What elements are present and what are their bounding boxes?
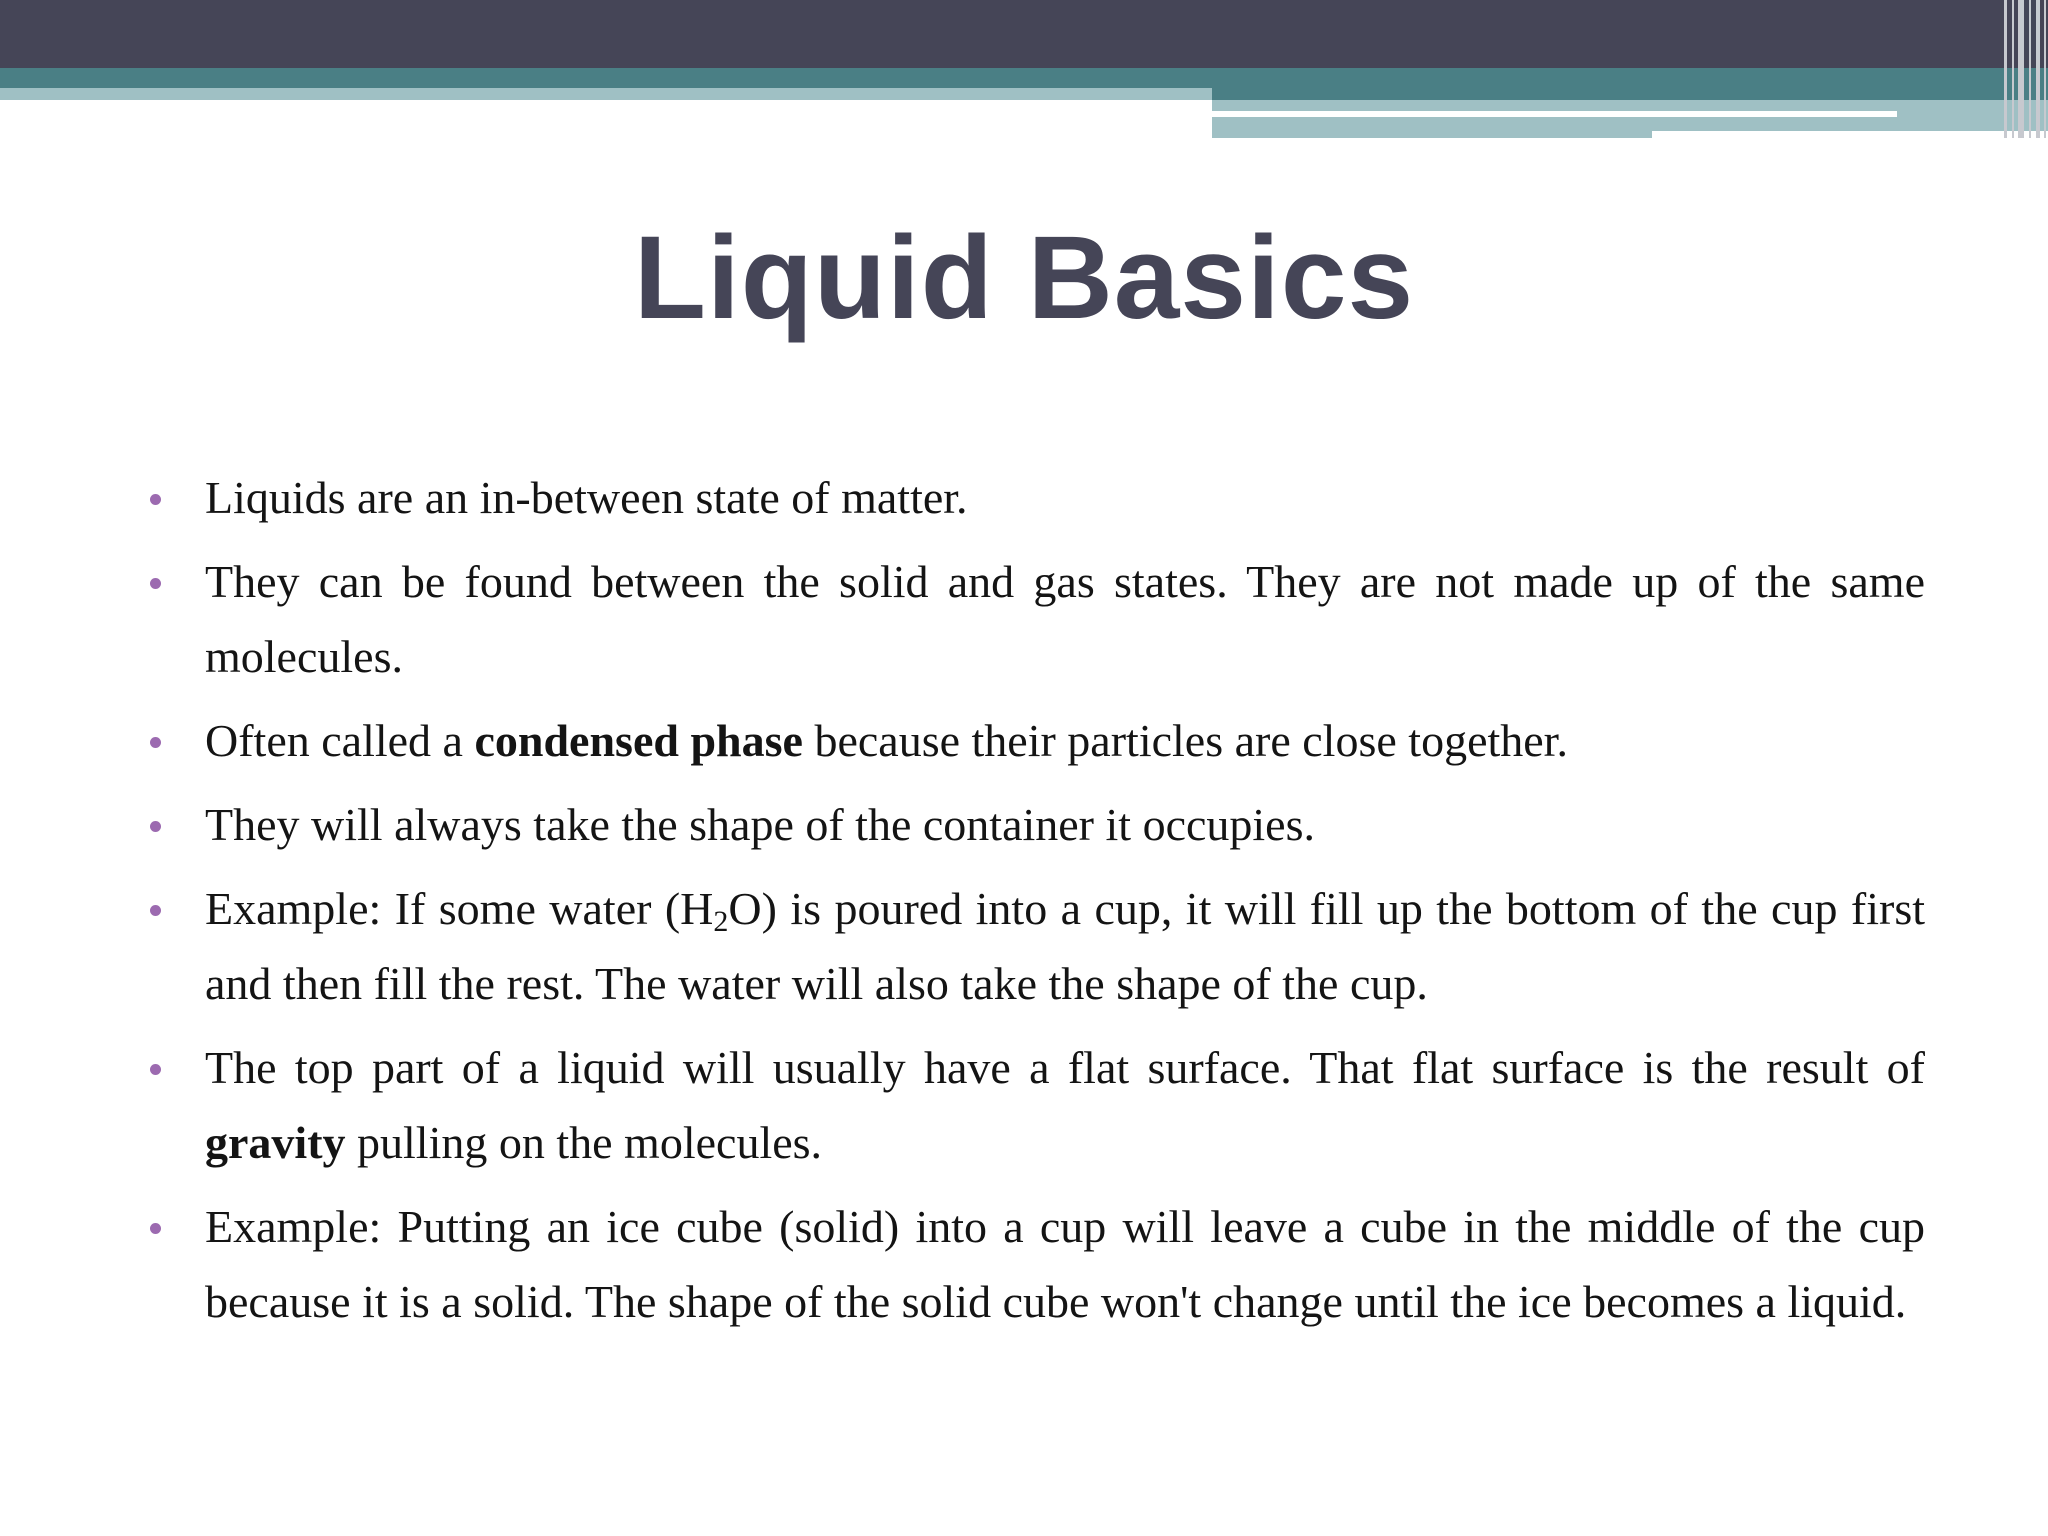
bullet-dot-icon — [150, 905, 161, 916]
bullet-text: Liquids are an in-between state of matter. — [205, 472, 968, 523]
bullet-text: They will always take the shape of the container it occupies. — [205, 799, 1315, 850]
header-white-line — [1212, 111, 1897, 117]
bullet-dot-icon — [150, 1064, 161, 1075]
bullet-item — [205, 1030, 1925, 1180]
bullet-text-after: O) is poured into a cup, it will fill up the bottom of the cup first and then fill the rest. The water will also take the shape of the cup. — [205, 883, 1925, 1009]
slide-title: Liquid Basics — [633, 212, 1415, 344]
header-band-light-left — [0, 88, 1212, 100]
bullet-list — [205, 460, 1925, 1348]
bullet-item — [205, 1189, 1925, 1339]
bullet-text: Example: Putting an ice cube (solid) into a cup will leave a cube in the middle of the cup because it is a solid. The shape of the solid cube won't change until the ice becomes a liquid. — [205, 1201, 1925, 1327]
bullet-item — [205, 787, 1925, 862]
header-band-dark — [0, 0, 2048, 68]
bullet-bold-term: gravity — [205, 1117, 346, 1168]
header-band-teal-right — [1212, 68, 2048, 100]
bullet-text-before: Example: If some water (H — [205, 883, 714, 934]
header-white-step — [1652, 131, 2048, 138]
bullet-dot-icon — [150, 737, 161, 748]
bullet-dot-icon — [150, 578, 161, 589]
bullet-item — [205, 544, 1925, 694]
bullet-dot-icon — [150, 821, 161, 832]
bullet-text-before: Often called a — [205, 715, 475, 766]
bullet-bold-term: condensed phase — [474, 715, 803, 766]
bullet-text-after: pulling on the molecules. — [345, 1117, 823, 1168]
bullet-item — [205, 703, 1925, 778]
bullet-subscript: 2 — [713, 905, 729, 938]
bullet-text-after: because their particles are close together. — [802, 715, 1568, 766]
bullet-dot-icon — [150, 1223, 161, 1234]
header-band-teal-left — [0, 68, 1212, 88]
bullet-dot-icon — [150, 494, 161, 505]
bullet-item — [205, 871, 1925, 1021]
bullet-item — [205, 460, 1925, 535]
bullet-text: They can be found between the solid and gas states. They are not made up of the same molecules. — [205, 556, 1925, 682]
bullet-text-before: The top part of a liquid will usually have a flat surface. That flat surface is the result of — [205, 1042, 1925, 1093]
header-corner-lines — [2000, 0, 2048, 138]
